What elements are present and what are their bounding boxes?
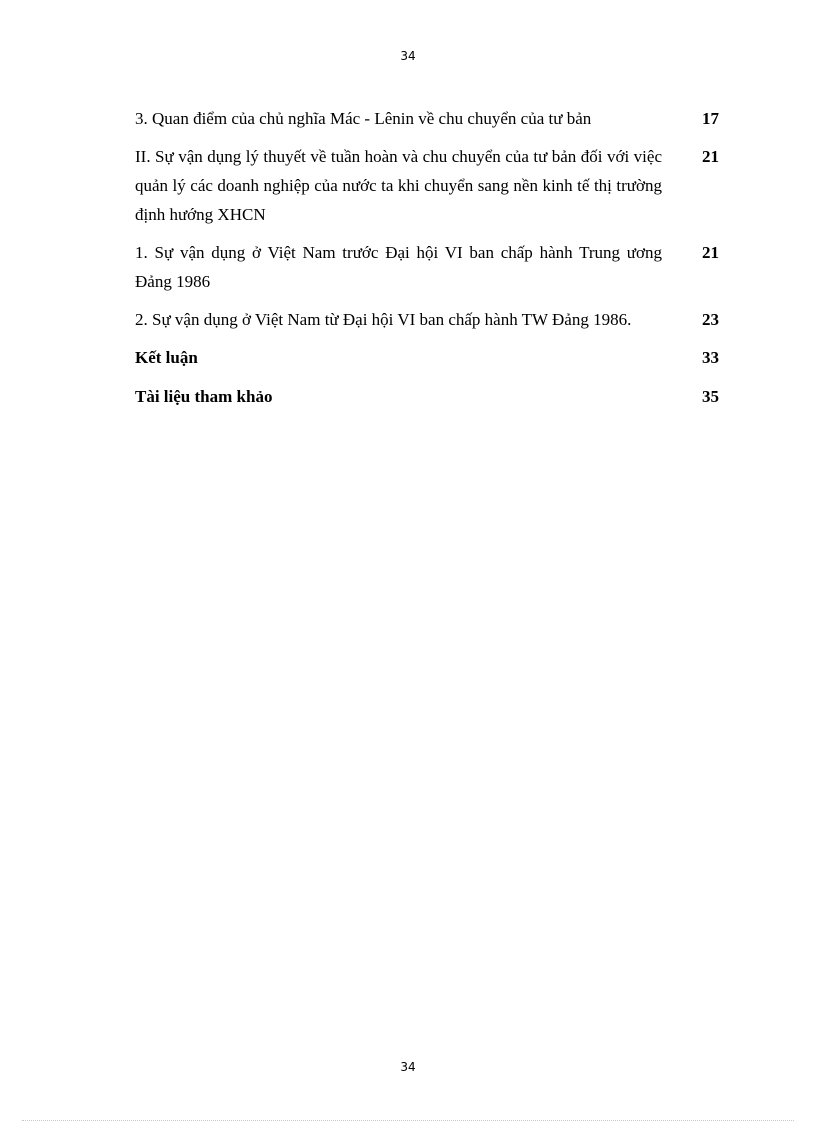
toc-entry-page: 23	[702, 310, 719, 329]
page-bottom-divider	[22, 1120, 794, 1121]
toc-entry-title: Kết luận	[135, 348, 198, 367]
toc-entry	[135, 104, 719, 133]
toc-entry-title: 3. Quan điểm của chủ nghĩa Mác - Lênin về chu chuyển của tư bản	[135, 109, 592, 128]
toc-entry-title: 1. Sự vận dụng ở Việt Nam trước Đại hội VI ban chấp hành Trung ương Đảng 1986	[135, 243, 662, 291]
page-number-footer: 34	[400, 1060, 416, 1074]
toc-entry-page: 17	[702, 109, 719, 128]
table-of-contents	[135, 104, 719, 421]
toc-entry-title: II. Sự vận dụng lý thuyết về tuần hoàn và chu chuyển của tư bản đối với việc quản lý các doanh nghiệp của nước ta khi chuyển sang nền kinh tế thị trường định hướng XHCN	[135, 147, 662, 224]
toc-entry-references	[135, 382, 719, 411]
toc-entry-page: 35	[702, 387, 719, 406]
toc-entry-title: 2. Sự vận dụng ở Việt Nam từ Đại hội VI ban chấp hành TW Đảng 1986.	[135, 310, 632, 329]
toc-entry	[135, 305, 719, 334]
toc-entry-page: 33	[702, 348, 719, 367]
page-number-header: 34	[400, 49, 416, 63]
toc-entry	[135, 142, 719, 229]
toc-entry-page: 21	[702, 243, 719, 262]
toc-entry	[135, 238, 719, 296]
toc-entry-title: Tài liệu tham khảo	[135, 387, 273, 406]
toc-entry-page: 21	[702, 147, 719, 166]
toc-entry-conclusion	[135, 343, 719, 372]
